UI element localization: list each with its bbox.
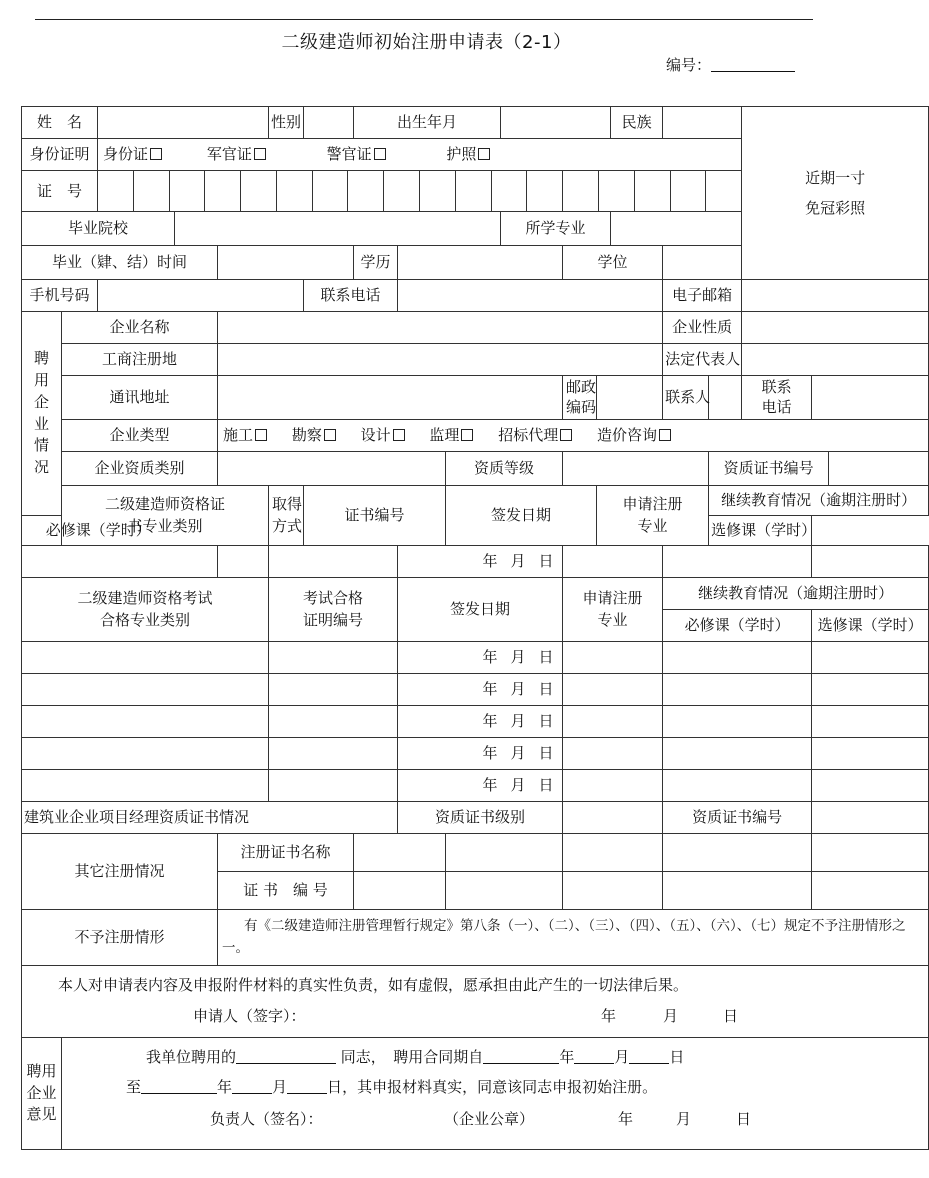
field-edu[interactable] <box>398 246 563 280</box>
table-row <box>22 674 929 706</box>
field-exam-issue-date[interactable]: 年 月 日 <box>398 642 563 674</box>
field-exam-required[interactable] <box>663 738 812 770</box>
field-exam-required[interactable] <box>663 706 812 738</box>
field-exam-category[interactable] <box>22 706 269 738</box>
label-cert-elective: 选修课（学时） <box>709 516 812 546</box>
declaration-month: 月 <box>663 1006 679 1025</box>
field-contact[interactable] <box>709 376 742 420</box>
label-name: 姓 名 <box>22 107 98 139</box>
opinion-day: 日 <box>736 1110 752 1128</box>
field-company-nature[interactable] <box>742 312 929 344</box>
field-other-cert-no-4[interactable] <box>663 872 812 910</box>
label-gender: 性别 <box>269 107 304 139</box>
label-qual-category: 企业资质类别 <box>62 452 218 486</box>
field-cert-required[interactable] <box>663 546 812 578</box>
label-qual-level: 资质等级 <box>446 452 563 486</box>
label-exam-required: 必修课（学时） <box>663 610 812 642</box>
field-cert-reg-major[interactable] <box>563 546 663 578</box>
option-supervision[interactable]: 监理 <box>429 426 473 445</box>
checkbox-icon[interactable] <box>324 429 336 441</box>
serial-label: 编号： <box>666 56 712 74</box>
field-exam-reg-major[interactable] <box>563 642 663 674</box>
label-major: 所学专业 <box>501 212 611 246</box>
applicant-label: 申请人（签字）： <box>193 1006 306 1025</box>
field-cert-issue-date[interactable]: 年 月 日 <box>398 546 563 578</box>
label-pm-cert-no: 资质证书编号 <box>663 802 812 834</box>
label-mobile: 手机号码 <box>22 280 98 312</box>
photo-line-2: 免冠彩照 <box>805 199 866 217</box>
label-exam-issue-date: 签发日期 <box>398 578 563 642</box>
declaration-year: 年 <box>601 1006 617 1025</box>
field-mobile[interactable] <box>98 280 304 312</box>
contract-start-year-blank[interactable] <box>483 1049 559 1064</box>
field-cert-category[interactable] <box>22 546 218 578</box>
checkbox-icon[interactable] <box>560 429 572 441</box>
option-bidding-agent[interactable]: 招标代理 <box>498 426 572 445</box>
option-construction[interactable]: 施工 <box>223 426 267 445</box>
checkbox-icon[interactable] <box>659 429 671 441</box>
field-phone[interactable] <box>398 280 663 312</box>
field-ethnicity[interactable] <box>663 107 742 139</box>
checkbox-icon[interactable] <box>254 148 266 160</box>
field-exam-reg-major[interactable] <box>563 738 663 770</box>
field-other-cert-no-2[interactable] <box>446 872 563 910</box>
label-birth: 出生年月 <box>354 107 501 139</box>
field-other-cert-name-5[interactable] <box>812 834 929 872</box>
field-exam-issue-date[interactable]: 年 月 日 <box>398 706 563 738</box>
field-degree[interactable] <box>663 246 742 280</box>
field-contact-phone[interactable] <box>812 376 929 420</box>
checkbox-icon[interactable] <box>150 148 162 160</box>
field-major[interactable] <box>611 212 742 246</box>
opinion-year: 年 <box>618 1110 634 1128</box>
field-reg-place[interactable] <box>218 344 663 376</box>
field-address[interactable] <box>218 376 563 420</box>
top-rule <box>35 19 813 20</box>
label-other-reg: 其它注册情况 <box>22 834 218 910</box>
option-cost-consulting[interactable]: 造价咨询 <box>597 426 671 445</box>
photo-line-1: 近期一寸 <box>805 168 866 187</box>
label-contact: 联系人 <box>663 376 709 420</box>
field-exam-category[interactable] <box>22 642 269 674</box>
label-qual-cert-no: 资质证书编号 <box>709 452 829 486</box>
checkbox-icon[interactable] <box>255 429 267 441</box>
field-pm-cert-no[interactable] <box>812 802 929 834</box>
field-other-cert-no-5[interactable] <box>812 872 929 910</box>
label-phone: 联系电话 <box>304 280 398 312</box>
field-cert-elective[interactable] <box>812 546 929 578</box>
table-row <box>22 738 929 770</box>
field-cert-method[interactable] <box>218 546 269 578</box>
label-contact-phone: 联系电话 <box>742 376 812 420</box>
label-other-cert-no: 证 书 编 号 <box>218 872 354 910</box>
checkbox-icon[interactable] <box>393 429 405 441</box>
declaration-day: 日 <box>723 1006 739 1025</box>
label-opinion: 聘用企业意见 <box>22 1038 62 1150</box>
label-grad-time: 毕业（肄、结）时间 <box>22 246 218 280</box>
field-exam-proof-no[interactable] <box>269 642 398 674</box>
opinion-line-3 <box>62 1110 926 1130</box>
label-address: 通讯地址 <box>62 376 218 420</box>
table-row <box>22 770 929 802</box>
label-cert-reg-major: 申请注册专业 <box>597 486 709 546</box>
field-birth[interactable] <box>501 107 611 139</box>
field-exam-category[interactable] <box>22 738 269 770</box>
checkbox-icon[interactable] <box>478 148 490 160</box>
label-exam-reg-major: 申请注册专业 <box>563 578 663 642</box>
label-exam-category: 二级建造师资格考试合格专业类别 <box>22 578 269 642</box>
field-exam-required[interactable] <box>663 674 812 706</box>
field-other-cert-name-3[interactable] <box>563 834 663 872</box>
company-seal: （企业公章） <box>444 1110 535 1128</box>
refusal-text: 有《二级建造师注册管理暂行规定》第八条（一）、（二）、（三）、（四）、（五）、（六）、（七）规定不予注册情形之一。 <box>218 910 929 966</box>
field-exam-elective[interactable] <box>812 770 929 802</box>
field-exam-issue-date[interactable]: 年 月 日 <box>398 738 563 770</box>
label-id-number: 证 号 <box>22 171 98 212</box>
field-exam-reg-major[interactable] <box>563 706 663 738</box>
field-exam-issue-date[interactable]: 年 月 日 <box>398 674 563 706</box>
field-exam-elective[interactable] <box>812 738 929 770</box>
opinion-line-2: 至 年 月 日，其申报材料真实，同意该同志申报初始注册。 <box>126 1078 658 1096</box>
field-other-cert-name-1[interactable] <box>354 834 446 872</box>
option-design[interactable]: 设计 <box>361 426 405 445</box>
chief-label: 负责人（签名）： <box>210 1110 323 1128</box>
contract-start-month-blank[interactable] <box>574 1049 614 1064</box>
field-pm-level[interactable] <box>563 802 663 834</box>
field-gender[interactable] <box>304 107 354 139</box>
option-police[interactable]: 警官证 <box>327 145 386 164</box>
field-exam-proof-no[interactable] <box>269 674 398 706</box>
field-company-name[interactable] <box>218 312 663 344</box>
label-legal-rep: 法定代表人 <box>663 344 742 376</box>
field-legal-rep[interactable] <box>742 344 929 376</box>
option-military[interactable]: 军官证 <box>207 145 266 164</box>
field-postcode[interactable] <box>597 376 663 420</box>
field-exam-elective[interactable] <box>812 642 929 674</box>
id-doc-options <box>98 139 742 171</box>
label-ethnicity: 民族 <box>611 107 663 139</box>
id-number-grid[interactable] <box>98 171 742 212</box>
label-cert-category: 二级建造师资格证书专业类别 <box>62 486 269 546</box>
field-other-cert-no-1[interactable] <box>354 872 446 910</box>
label-cert-issue-date: 签发日期 <box>446 486 597 546</box>
table-row <box>22 642 929 674</box>
declaration-text: 本人对申请表内容及申报附件材料的真实性负责，如有虚假，愿承担由此产生的一切法律后果。 <box>58 976 689 994</box>
declaration <box>22 966 929 1038</box>
field-exam-reg-major[interactable] <box>563 770 663 802</box>
label-other-cert-name: 注册证书名称 <box>218 834 354 872</box>
option-passport[interactable]: 护照 <box>446 145 490 164</box>
field-qual-category[interactable] <box>218 452 446 486</box>
field-exam-issue-date[interactable]: 年 月 日 <box>398 770 563 802</box>
label-cert-cont-edu: 继续教育情况（逾期注册时） <box>709 486 929 516</box>
employee-name-blank[interactable] <box>236 1049 336 1064</box>
field-exam-proof-no[interactable] <box>269 706 398 738</box>
form-title: 二级建造师初始注册申请表（2-1） <box>281 32 572 53</box>
field-school[interactable] <box>175 212 501 246</box>
label-company-nature: 企业性质 <box>663 312 742 344</box>
field-exam-proof-no[interactable] <box>269 738 398 770</box>
label-employer-section: 聘用企业情况 <box>22 312 62 516</box>
field-exam-category[interactable] <box>22 674 269 706</box>
field-exam-category[interactable] <box>22 770 269 802</box>
label-edu: 学历 <box>354 246 398 280</box>
label-exam-elective: 选修课（学时） <box>812 610 929 642</box>
field-exam-required[interactable] <box>663 770 812 802</box>
field-qual-cert-no[interactable] <box>829 452 929 486</box>
serial-blank[interactable] <box>711 57 795 72</box>
option-id-card[interactable]: 身份证 <box>103 145 162 164</box>
label-reg-place: 工商注册地 <box>62 344 218 376</box>
label-cert-required: 必修课（学时） <box>22 516 175 546</box>
label-exam-proof-no: 考试合格证明编号 <box>269 578 398 642</box>
field-grad-time[interactable] <box>218 246 354 280</box>
serial-number <box>666 54 795 75</box>
field-email[interactable] <box>742 280 929 312</box>
field-cert-no[interactable] <box>269 546 398 578</box>
contract-end-year-blank[interactable] <box>141 1079 217 1094</box>
field-exam-elective[interactable] <box>812 674 929 706</box>
label-exam-cont-edu: 继续教育情况（逾期注册时） <box>663 578 929 610</box>
opinion-body <box>62 1038 929 1150</box>
company-type-options <box>218 420 929 452</box>
contract-end-month-blank[interactable] <box>232 1079 272 1094</box>
contract-start-day-blank[interactable] <box>629 1049 669 1064</box>
field-exam-elective[interactable] <box>812 706 929 738</box>
checkbox-icon[interactable] <box>374 148 386 160</box>
option-survey[interactable]: 勘察 <box>292 426 336 445</box>
label-cert-method: 取得方式 <box>269 486 304 546</box>
field-exam-required[interactable] <box>663 642 812 674</box>
label-email: 电子邮箱 <box>663 280 742 312</box>
field-exam-reg-major[interactable] <box>563 674 663 706</box>
table-row <box>22 706 929 738</box>
opinion-line-1: 我单位聘用的 同志， 聘用合同期自 年 月 日 <box>146 1048 685 1066</box>
label-pm-level: 资质证书级别 <box>398 802 563 834</box>
label-refusal: 不予注册情形 <box>22 910 218 966</box>
field-qual-level[interactable] <box>563 452 709 486</box>
label-id-doc: 身份证明 <box>22 139 98 171</box>
field-exam-proof-no[interactable] <box>269 770 398 802</box>
label-postcode: 邮政编码 <box>563 376 597 420</box>
photo-area <box>742 107 929 280</box>
opinion-month: 月 <box>676 1110 692 1128</box>
label-cert-no: 证书编号 <box>304 486 446 546</box>
field-other-cert-name-2[interactable] <box>446 834 563 872</box>
label-company-name: 企业名称 <box>62 312 218 344</box>
checkbox-icon[interactable] <box>461 429 473 441</box>
field-other-cert-name-4[interactable] <box>663 834 812 872</box>
registration-form <box>21 106 929 1150</box>
label-pm-cert: 建筑业企业项目经理资质证书情况 <box>22 802 398 834</box>
label-degree: 学位 <box>563 246 663 280</box>
label-company-type: 企业类型 <box>62 420 218 452</box>
field-name[interactable] <box>98 107 269 139</box>
label-school: 毕业院校 <box>22 212 175 246</box>
contract-end-day-blank[interactable] <box>287 1079 327 1094</box>
field-other-cert-no-3[interactable] <box>563 872 663 910</box>
